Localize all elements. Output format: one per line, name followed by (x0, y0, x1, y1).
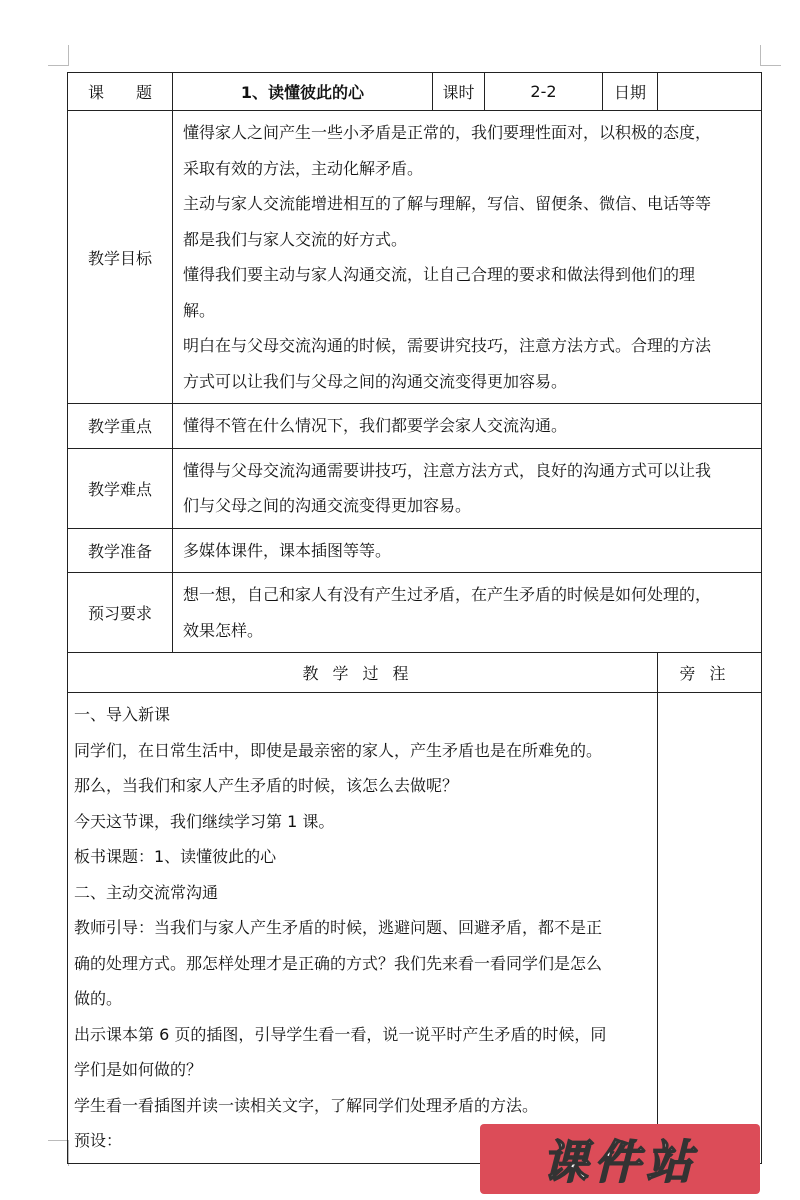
row-key-points (68, 404, 762, 449)
row-objectives (68, 111, 762, 404)
process-content (68, 693, 658, 1164)
text-line: 懂得我们要主动与家人沟通交流，让自己合理的要求和做法得到他们的理 (183, 265, 696, 284)
header-row (68, 73, 762, 111)
row-label: 教学难点 (68, 448, 173, 528)
date-value (658, 73, 762, 111)
text-line: 那么，当我们和家人产生矛盾的时候，该怎么去做呢？ (74, 776, 459, 795)
lesson-plan-table (67, 72, 762, 1164)
watermark-text: 课件站 (542, 1135, 698, 1189)
row-content (173, 111, 762, 404)
row-content (173, 448, 762, 528)
hours-label: 课时 (433, 73, 485, 111)
topic-value: 1、读懂彼此的心 (173, 73, 433, 111)
corner-mark (48, 45, 69, 66)
text-line: 出示课本第 6 页的插图，引导学生看一看，说一说平时产生矛盾的时候，同 (74, 1024, 607, 1044)
text-line: 们与父母之间的沟通交流变得更加容易。 (183, 496, 472, 515)
corner-mark (48, 1140, 69, 1166)
text-line: 懂得与父母交流沟通需要讲技巧，注意方法方式，良好的沟通方式可以让我 (183, 460, 712, 480)
row-content (173, 404, 762, 449)
text-line: 同学们，在日常生活中，即使是最亲密的家人，产生矛盾也是在所难免的。 (74, 740, 603, 760)
row-content (173, 573, 762, 653)
text-line: 采取有效的方法，主动化解矛盾。 (183, 158, 424, 178)
row-difficulties (68, 448, 762, 528)
corner-mark (760, 45, 781, 66)
text-line: 想一想，自己和家人有没有产生过矛盾，在产生矛盾的时候是如何处理的， (183, 585, 712, 604)
text-line: 懂得家人之间产生一些小矛盾是正常的，我们要理性面对，以积极的态度， (183, 123, 712, 142)
text-line: 都是我们与家人交流的好方式。 (183, 229, 408, 249)
text-line: 确的处理方式。那怎样处理才是正确的方式？我们先来看一看同学们是怎么 (74, 953, 603, 973)
row-label: 教学准备 (68, 528, 173, 573)
row-label: 教学重点 (68, 404, 173, 449)
text-line: 教师引导：当我们与家人产生矛盾的时候，逃避问题、回避矛盾，都不是正 (74, 918, 603, 937)
text-line: 懂得不管在什么情况下，我们都要学会家人交流沟通。 (183, 416, 568, 435)
text-line: 学生看一看插图并读一读相关文字，了解同学们处理矛盾的方法。 (74, 1095, 539, 1115)
text-line: 学们是如何做的？ (74, 1060, 203, 1079)
process-label: 教学过程 (68, 653, 658, 693)
text-line: 做的。 (74, 989, 123, 1008)
row-content (173, 528, 762, 573)
process-header-row (68, 653, 762, 693)
hours-value: 2-2 (485, 73, 603, 111)
notes-content (658, 693, 762, 1164)
text-line: 效果怎样。 (183, 620, 264, 640)
text-line: 解。 (183, 300, 216, 320)
text-line: 多媒体课件，课本插图等等。 (183, 540, 392, 560)
process-body-row (68, 693, 762, 1164)
watermark-stamp (480, 1124, 760, 1194)
row-preparation (68, 528, 762, 573)
text-line: 板书课题：1、读懂彼此的心 (74, 847, 277, 866)
topic-label: 课 题 (68, 73, 173, 111)
notes-label: 旁注 (658, 653, 762, 693)
text-line: 一、导入新课 (74, 705, 171, 724)
text-line: 今天这节课，我们继续学习第 1 课。 (74, 811, 335, 831)
row-label: 预习要求 (68, 573, 173, 653)
text-line: 主动与家人交流能增进相互的了解与理解，写信、留便条、微信、电话等等 (183, 194, 712, 213)
text-line: 预设： (74, 1131, 123, 1150)
text-line: 明白在与父母交流沟通的时候，需要讲究技巧，注意方法方式。合理的方法 (183, 336, 712, 355)
date-label: 日期 (603, 73, 658, 111)
row-preview (68, 573, 762, 653)
text-line: 方式可以让我们与父母之间的沟通交流变得更加容易。 (183, 371, 568, 391)
text-line: 二、主动交流常沟通 (74, 882, 219, 902)
row-label: 教学目标 (68, 111, 173, 404)
